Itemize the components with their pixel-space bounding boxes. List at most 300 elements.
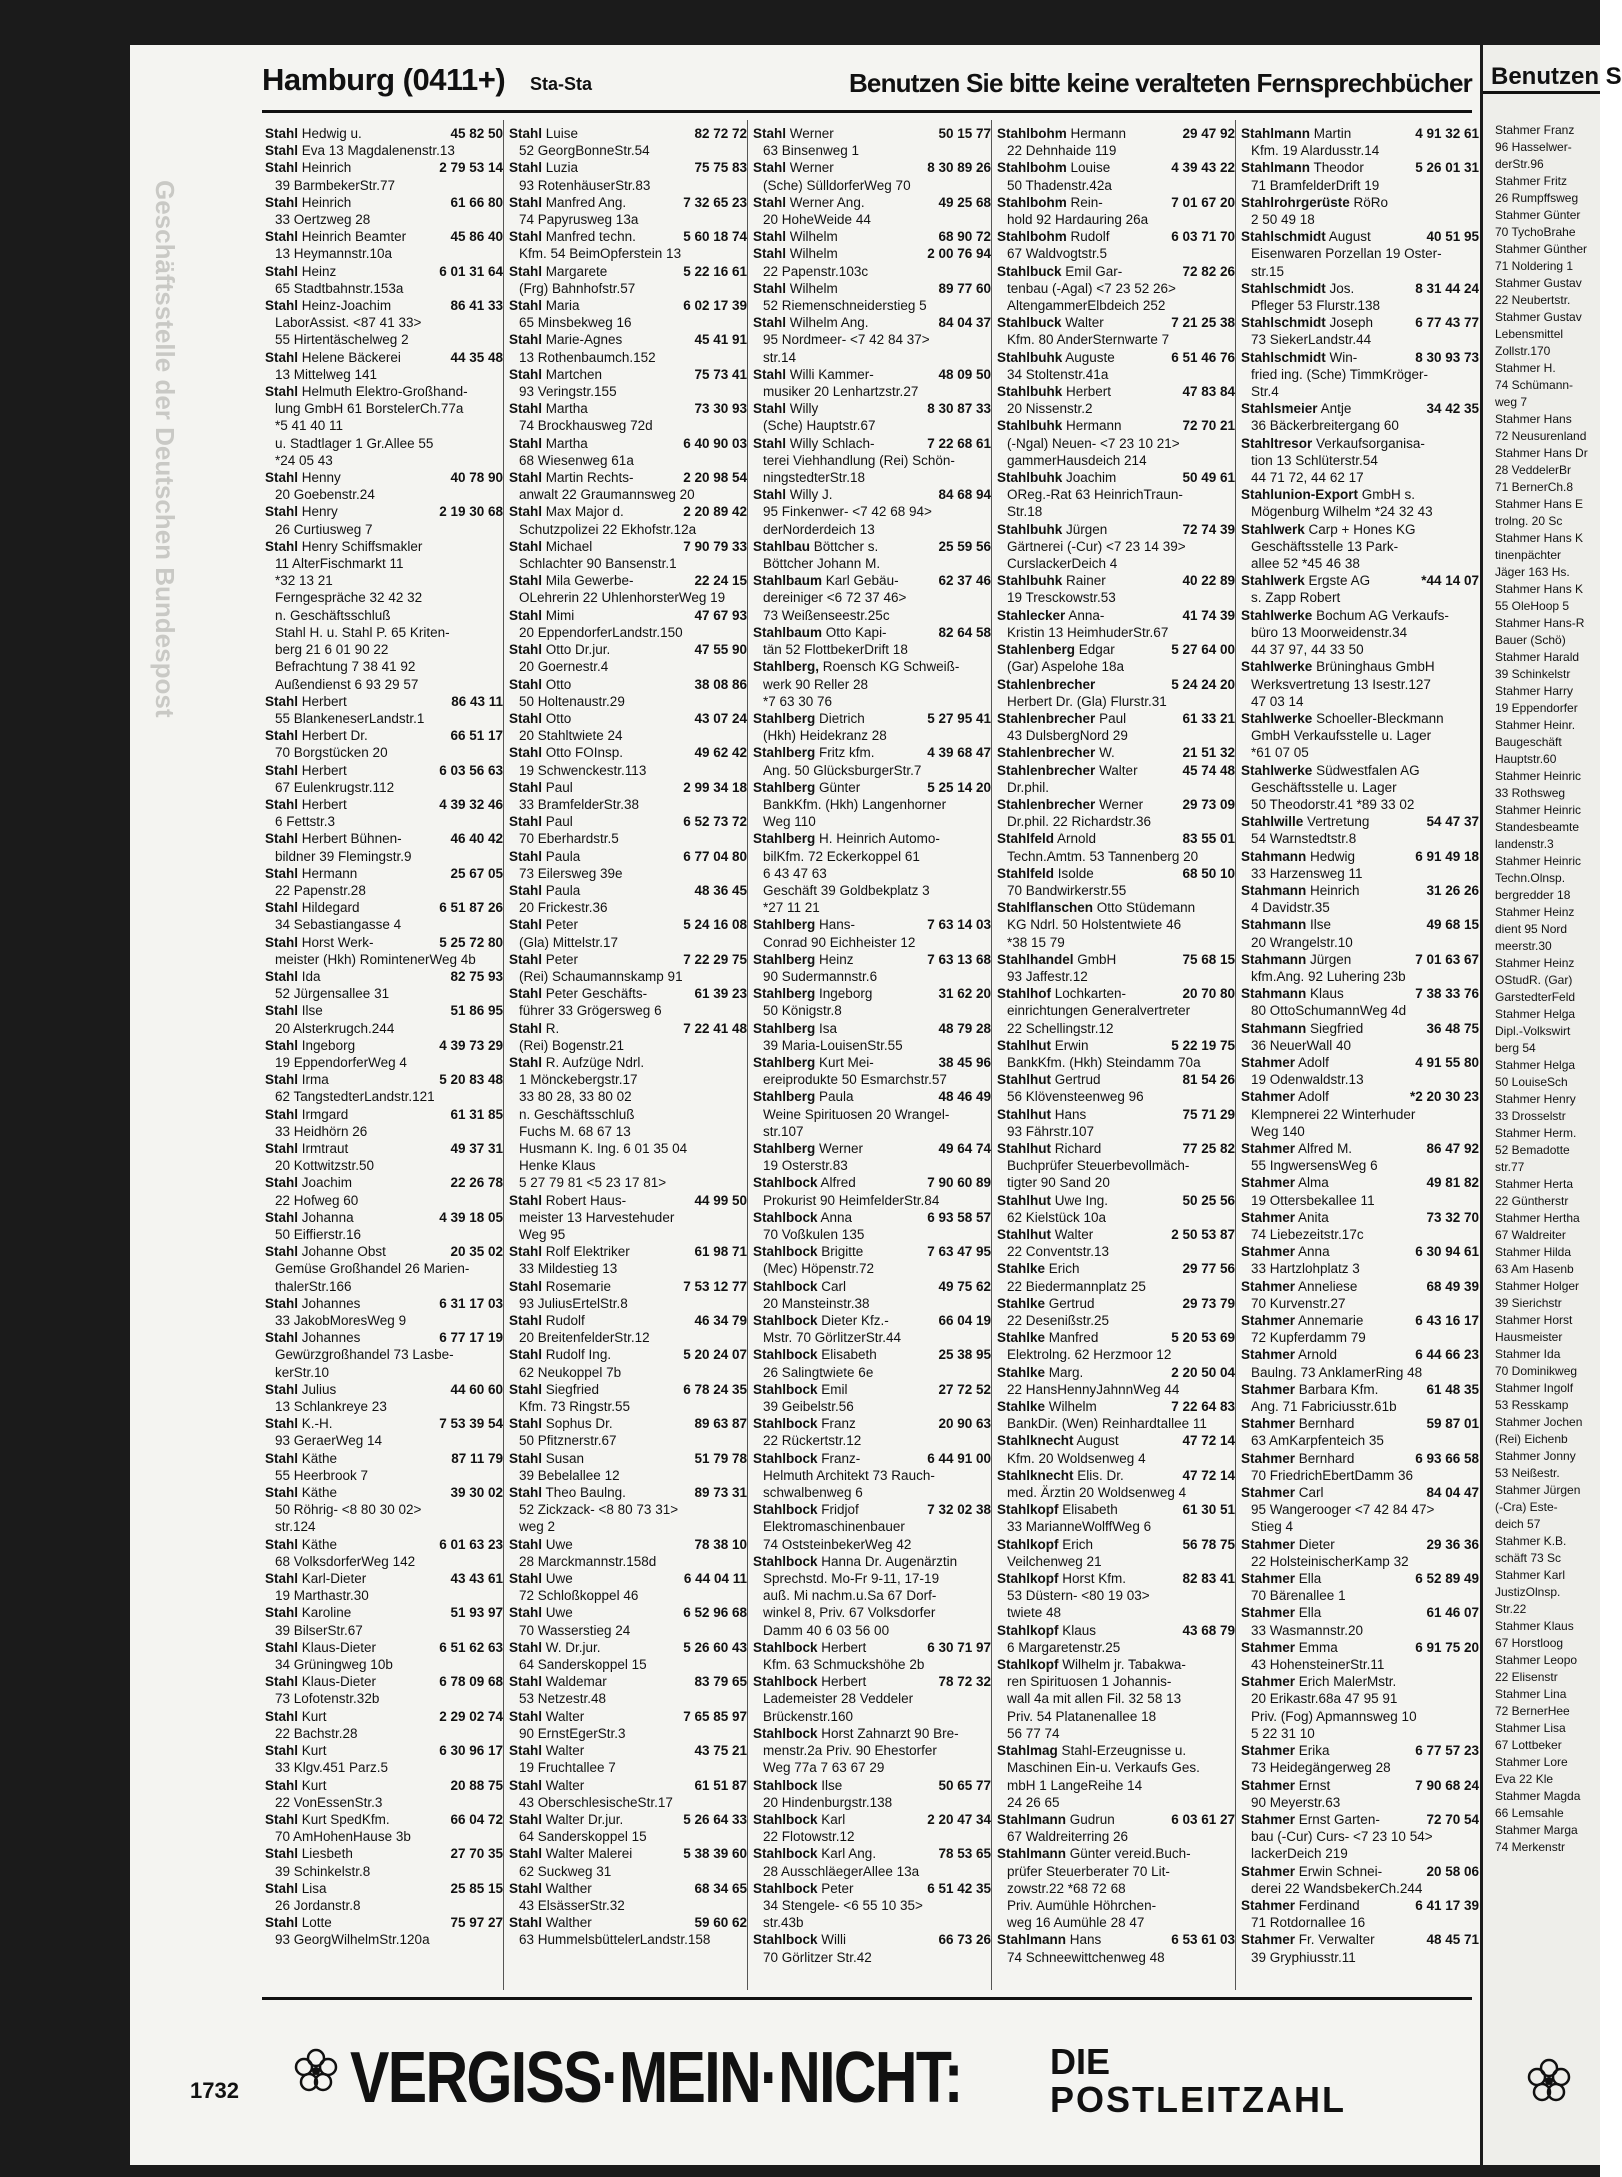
listing-entry	[265, 1845, 503, 1879]
listing-detail-line: 36 NeuerWall 40	[1251, 1037, 1352, 1053]
adjacent-page-line: Stahmer Heinz	[1495, 905, 1575, 919]
listing-surname: Stahl	[265, 504, 299, 520]
listing-given-name: RöRo	[1353, 194, 1389, 210]
listing-entry	[265, 469, 503, 503]
listing-name-line	[1241, 1243, 1330, 1260]
listing-surname: Stahl	[509, 986, 543, 1002]
listing-entry	[265, 297, 503, 349]
listing-given-name: Manfred	[1048, 1330, 1099, 1346]
listing-surname: Stahlbuhk	[997, 384, 1063, 400]
listing-name-line	[509, 1020, 559, 1037]
listing-phone-number: 5 25 72 80	[436, 934, 503, 951]
adjacent-page-line: trolng. 20 Sc	[1495, 514, 1563, 528]
listing-surname: Stahl	[509, 263, 543, 279]
listing-given-name: Horst Zahnarzt 90 Bre-	[821, 1725, 959, 1741]
listing-given-name: Werner	[1099, 796, 1144, 812]
listing-given-name: Susan	[545, 1450, 585, 1466]
listing-detail-line: lackerDeich 219	[1251, 1846, 1348, 1862]
listing-entry	[509, 1312, 747, 1346]
listing-given-name: Ida	[301, 968, 321, 984]
adjacent-page-line: 96 Hasselwer-	[1495, 140, 1572, 154]
listing-given-name: Adolf	[1298, 1054, 1329, 1070]
listing-given-name: Alfred	[820, 1175, 856, 1191]
listing-surname: Stahl	[265, 384, 299, 400]
listing-detail-line: 22 Papenstr.103c	[763, 263, 869, 279]
listing-name-line	[509, 1777, 584, 1794]
listing-phone-number: 20 70 80	[1179, 985, 1235, 1002]
listing-entry	[997, 1622, 1235, 1656]
listing-entry	[1241, 951, 1479, 985]
listing-phone-number: 6 01 31 64	[436, 263, 503, 280]
listing-given-name: Arnold	[1298, 1347, 1338, 1363]
listing-detail-line: twiete 48	[1007, 1605, 1062, 1621]
listing-given-name: Herbert	[301, 693, 347, 709]
listing-entry	[753, 830, 991, 916]
listing-first-line	[753, 1415, 991, 1432]
listing-surname: Stahl	[753, 229, 787, 245]
listing-entry	[753, 779, 991, 831]
listing-first-line	[509, 366, 747, 383]
listing-name-line	[509, 366, 602, 383]
listing-phone-number: 47 67 93	[691, 607, 747, 624]
listing-given-name: Michael	[545, 538, 593, 554]
listing-detail-line: derNorderdeich 13	[763, 521, 875, 537]
listing-entry	[265, 1002, 503, 1036]
listing-name-line	[265, 1604, 351, 1621]
listing-name-line	[509, 1845, 632, 1862]
adjacent-page-line: 67 Waldreiter	[1495, 1228, 1566, 1242]
listing-name-line	[753, 658, 959, 675]
listing-detail-line: 33 Oertzweg 28	[275, 212, 371, 228]
listing-name-line	[509, 1192, 626, 1209]
listing-entry	[753, 1880, 991, 1932]
listing-given-name: Böttcher s.	[813, 538, 879, 554]
listing-detail-line: 50 Thadenstr.42a	[1007, 177, 1112, 193]
listing-detail-line: hold 92 Hardauring 26a	[1007, 212, 1149, 228]
listing-surname: Stahlbock	[753, 1278, 818, 1294]
listing-given-name: Richard	[1054, 1140, 1102, 1156]
listing-surname: Stahl	[509, 1416, 543, 1432]
listing-phone-number: 75 71 29	[1179, 1106, 1235, 1123]
listing-detail-line: 73 Eilersweg 39e	[519, 865, 623, 881]
listing-given-name: Martchen	[545, 366, 603, 382]
adjacent-page-line: Techn.Olnsp.	[1495, 871, 1566, 885]
listing-given-name: Herbert	[821, 1674, 867, 1690]
listing-phone-number: 2 20 89 42	[680, 503, 747, 520]
listing-name-line	[509, 1450, 584, 1467]
listing-name-line	[753, 1811, 845, 1828]
listing-entry	[509, 469, 747, 503]
listing-entry	[1241, 1312, 1479, 1346]
listing-first-line	[997, 1071, 1235, 1088]
adjacent-page-line: 39 Schinkelstr	[1495, 667, 1571, 681]
listing-detail-line: 56 Klövensteenweg 96	[1007, 1089, 1144, 1105]
listing-entry	[753, 366, 991, 400]
listing-first-line	[997, 744, 1235, 761]
listing-name-line	[1241, 658, 1435, 675]
adjacent-page-line: Bauer (Schö)	[1495, 633, 1566, 647]
listing-detail-line: 95 Nordmeer- <7 42 84 37>	[763, 332, 930, 348]
listing-surname: Stahlbuhk	[997, 573, 1063, 589]
listing-entry	[753, 1725, 991, 1777]
directory-column-2	[509, 125, 747, 1949]
listing-surname: Stahmann	[1241, 951, 1307, 967]
listing-phone-number: 5 27 95 41	[924, 710, 991, 727]
listing-name-line	[997, 1432, 1119, 1449]
listing-entry	[265, 693, 503, 727]
listing-surname: Stahmann	[1241, 1020, 1307, 1036]
listing-name-line	[753, 1209, 852, 1226]
listing-first-line	[1241, 486, 1479, 503]
adjacent-page-line: landenstr.3	[1495, 837, 1554, 851]
listing-first-line	[265, 1570, 503, 1587]
listing-name-line	[1241, 435, 1425, 452]
listing-surname: Stahl	[265, 1708, 299, 1724]
listing-detail-line: 22 Bachstr.28	[275, 1725, 358, 1741]
listing-surname: Stahl	[265, 1450, 299, 1466]
listing-phone-number: 66 51 17	[447, 727, 503, 744]
listing-given-name: Horst Werk-	[301, 934, 374, 950]
listing-first-line	[753, 1450, 991, 1467]
listing-given-name: Vertretung	[1307, 814, 1370, 830]
listing-surname: Stahl	[509, 1846, 543, 1862]
listing-name-line	[1241, 1415, 1354, 1432]
listing-surname: Stahlbock	[753, 1450, 818, 1466]
listing-name-line	[509, 882, 580, 899]
page-header	[262, 60, 1472, 113]
listing-entry	[509, 538, 747, 572]
listing-first-line	[1241, 1020, 1479, 1037]
listing-phone-number: 4 39 32 46	[436, 796, 503, 813]
listing-given-name: Heinrich	[301, 160, 352, 176]
listing-surname: Stahl	[753, 246, 787, 262]
listing-phone-number: 2 50 53 87	[1168, 1226, 1235, 1243]
listing-surname: Stahlknecht	[997, 1433, 1074, 1449]
listing-phone-number: 56 78 75	[1179, 1536, 1235, 1553]
adjacent-page-strip	[1483, 45, 1622, 2165]
listing-surname: Stahlmann	[997, 1932, 1067, 1948]
listing-surname: Stahmann	[1241, 882, 1307, 898]
listing-entry	[753, 985, 991, 1019]
listing-detail-line: 13 Mittelweg 141	[275, 366, 378, 382]
listing-surname: Stahl	[509, 1244, 543, 1260]
listing-detail-line: 20 Mansteinstr.38	[763, 1295, 870, 1311]
listing-entry	[753, 538, 991, 572]
listing-given-name: Herbert	[301, 762, 347, 778]
listing-surname: Stahl	[509, 882, 543, 898]
listing-phone-number: 75 68 15	[1179, 951, 1235, 968]
listing-phone-number: 27 72 52	[935, 1381, 991, 1398]
listing-surname: Stahl	[753, 315, 787, 331]
listing-name-line	[753, 1931, 846, 1948]
listing-entry	[265, 830, 503, 864]
listing-surname: Stahl	[265, 1880, 299, 1896]
listing-name-line	[997, 1811, 1115, 1828]
listing-name-line	[509, 916, 578, 933]
listing-first-line	[1241, 813, 1479, 830]
listing-first-line	[509, 848, 747, 865]
listing-first-line	[753, 245, 991, 262]
listing-name-line	[753, 830, 940, 847]
adjacent-page-line: Stahmer Lisa	[1495, 1721, 1566, 1735]
listing-name-line	[753, 1020, 837, 1037]
listing-entry	[265, 194, 503, 228]
listing-first-line	[265, 1243, 503, 1260]
listing-first-line	[753, 710, 991, 727]
listing-entry	[753, 1639, 991, 1673]
listing-name-line	[753, 951, 854, 968]
listing-name-line	[1241, 762, 1420, 779]
listing-first-line	[1241, 572, 1479, 589]
listing-entry	[509, 813, 747, 847]
listing-phone-number: 27 70 35	[447, 1845, 503, 1862]
listing-first-line	[265, 1002, 503, 1019]
listing-first-line	[265, 1811, 503, 1828]
listing-given-name: Kurt	[301, 1743, 327, 1759]
listing-surname: Stahl	[753, 280, 787, 296]
listing-first-line	[997, 469, 1235, 486]
listing-surname: Stahmer	[1241, 1089, 1296, 1105]
listing-phone-number: 5 27 64 00	[1168, 641, 1235, 658]
listing-detail-line: berg 21 6 01 90 22	[275, 642, 389, 658]
listing-phone-number: 78 72 32	[935, 1673, 991, 1690]
listing-detail-line: Husmann K. Ing. 6 01 35 04	[519, 1140, 688, 1156]
listing-phone-number: 6 52 73 72	[680, 813, 747, 830]
listing-given-name: Ilse	[1310, 917, 1332, 933]
listing-name-line	[265, 1002, 323, 1019]
listing-detail-line: 33 BramfelderStr.38	[519, 796, 640, 812]
listing-surname: Stahl	[265, 1777, 299, 1793]
listing-surname: Stahl	[265, 968, 299, 984]
listing-name-line	[265, 968, 321, 985]
listing-detail-line: Herbert Dr. (Gla) Flurstr.31	[1007, 693, 1167, 709]
listing-first-line	[753, 125, 991, 142]
listing-given-name: Ingeborg	[819, 986, 873, 1002]
listing-first-line	[997, 572, 1235, 589]
listing-given-name: Elisabeth	[821, 1347, 877, 1363]
listing-entry	[265, 796, 503, 830]
listing-name-line	[753, 1346, 877, 1363]
listing-given-name: Alma	[1298, 1175, 1329, 1191]
listing-first-line	[509, 882, 747, 899]
listing-entry	[265, 125, 503, 142]
listing-name-line	[1241, 1312, 1363, 1329]
listing-first-line	[753, 779, 991, 796]
listing-first-line	[753, 985, 991, 1002]
listing-surname: Stahl	[265, 538, 299, 554]
listing-phone-number: 5 38 39 60	[680, 1845, 747, 1862]
listing-name-line	[1241, 1863, 1382, 1880]
listing-phone-number: 68 50 10	[1179, 865, 1235, 882]
listing-first-line	[509, 572, 747, 589]
listing-first-line	[1241, 1484, 1479, 1501]
listing-given-name: R. Aufzüge Ndrl.	[545, 1054, 645, 1070]
listing-phone-number: 47 55 90	[691, 641, 747, 658]
listing-entry	[265, 1106, 503, 1140]
listing-detail-line: 22 Hofweg 60	[275, 1192, 359, 1208]
listing-entry	[1241, 710, 1479, 762]
listing-detail-line: Mögenburg Wilhelm *24 32 43	[1251, 504, 1433, 520]
listing-given-name: Willi	[821, 1932, 847, 1948]
listing-given-name: Emma	[1298, 1639, 1338, 1655]
listing-entry	[509, 1381, 747, 1415]
listing-detail-line: weg 16 Aumühle 28 47	[1007, 1915, 1145, 1931]
listing-surname: Stahl	[509, 504, 543, 520]
listing-entry	[997, 1845, 1235, 1931]
listing-entry	[753, 1450, 991, 1502]
listing-detail-line: 74 Schneewittchenweg 48	[1007, 1949, 1165, 1965]
listing-phone-number: 82 83 41	[1179, 1570, 1235, 1587]
listing-entry	[753, 314, 991, 366]
listing-phone-number: 78 38 10	[691, 1536, 747, 1553]
listing-detail-line: 5 27 79 81 <5 23 17 81>	[519, 1175, 667, 1191]
listing-entry	[997, 796, 1235, 830]
listing-entry	[509, 1880, 747, 1914]
adjacent-page-line: Stahmer Hans K	[1495, 582, 1584, 596]
listing-phone-number: 22 24 15	[691, 572, 747, 589]
listing-phone-number: 49 62 42	[691, 744, 747, 761]
listing-phone-number: 51 79 78	[691, 1450, 747, 1467]
listing-first-line	[265, 125, 503, 142]
adjacent-page-line: Stahmer Klaus	[1495, 1619, 1574, 1633]
listing-first-line	[753, 1140, 991, 1157]
listing-surname: Stahl	[509, 1605, 543, 1621]
adjacent-page-line: derStr.96	[1495, 157, 1544, 171]
listing-first-line	[997, 607, 1235, 624]
listing-name-line	[509, 848, 580, 865]
listing-given-name: Werner	[789, 160, 834, 176]
adjacent-page-line: (-Cra) Este-	[1495, 1500, 1558, 1514]
listing-phone-number: 50 49 61	[1179, 469, 1235, 486]
listing-name-line	[1241, 882, 1360, 899]
listing-phone-number: 7 22 29 75	[680, 951, 747, 968]
listing-name-line	[997, 521, 1107, 538]
listing-first-line	[265, 1037, 503, 1054]
listing-detail-line: 2 50 49 18	[1251, 212, 1315, 228]
listing-name-line	[753, 435, 875, 452]
listing-first-line	[509, 1278, 747, 1295]
listing-name-line	[265, 503, 338, 520]
adjacent-page-line: Stahmer Heinz	[1495, 956, 1575, 970]
listing-first-line	[265, 865, 503, 882]
listing-given-name: Franz-	[821, 1450, 861, 1466]
listing-detail-line: 22 Conventstr.13	[1007, 1244, 1110, 1260]
listing-detail-line: Gärtnerei (-Cur) <7 23 14 39>	[1007, 538, 1186, 554]
listing-surname: Stahlenbrecher	[997, 676, 1096, 692]
listing-entry	[1241, 1450, 1479, 1484]
listing-phone-number: 2 20 50 04	[1168, 1364, 1235, 1381]
listing-entry	[1241, 1381, 1479, 1415]
listing-entry	[1241, 1243, 1479, 1277]
listing-name-line	[265, 1845, 353, 1862]
listing-detail-line: thalerStr.166	[275, 1278, 352, 1294]
listing-entry	[753, 159, 991, 193]
listing-given-name: Luise	[545, 126, 579, 141]
listing-detail-line: *5 41 40 11	[275, 418, 344, 434]
listing-phone-number: 6 51 62 63	[436, 1639, 503, 1656]
listing-detail-line: ereiprodukte 50 Esmarchstr.57	[763, 1072, 947, 1088]
listing-detail-line: 67 Waldreiterring 26	[1007, 1829, 1129, 1845]
listing-first-line	[509, 1570, 747, 1587]
listing-detail-line: (Gar) Aspelohe 18a	[1007, 659, 1125, 675]
listing-first-line	[509, 1450, 747, 1467]
listing-name-line	[997, 1037, 1089, 1054]
listing-name-line	[509, 1708, 584, 1725]
listing-entry	[509, 1639, 747, 1673]
listing-phone-number: 6 02 17 39	[680, 297, 747, 314]
listing-entry	[997, 159, 1235, 193]
listing-surname: Stahlbock	[753, 1381, 818, 1397]
listing-entry	[265, 228, 503, 262]
listing-detail-line: Befrachtung 7 38 41 92	[275, 659, 416, 675]
adjacent-page-line: Stahmer Gustav	[1495, 276, 1582, 290]
listing-phone-number: 73 30 93	[691, 400, 747, 417]
adjacent-page-line: Stahmer Fritz	[1495, 174, 1568, 188]
listing-phone-number: 43 43 61	[447, 1570, 503, 1587]
listing-name-line	[265, 1536, 337, 1553]
listing-phone-number: 6 43 16 17	[1412, 1312, 1479, 1329]
listing-first-line	[509, 1845, 747, 1862]
listing-given-name: Hermann	[301, 865, 358, 881]
listing-surname: Stahlbock	[753, 1639, 818, 1655]
listing-detail-line: Priv. Aumühle Höhrchen-	[1007, 1897, 1157, 1913]
listing-phone-number: 50 15 77	[935, 125, 991, 142]
listing-name-line	[1241, 607, 1449, 624]
listing-entry	[509, 1673, 747, 1707]
listing-surname: Stahl	[753, 401, 787, 417]
listing-name-line	[1241, 710, 1444, 727]
listing-detail-line: Elektrolng. 62 Herzmoor 12	[1007, 1347, 1172, 1363]
listing-detail-line: Schlachter 90 Bansenstr.1	[519, 556, 677, 572]
listing-name-line	[1241, 1931, 1375, 1948]
listing-detail-line: 19 Schwenckestr.113	[519, 762, 647, 778]
listing-name-line	[509, 538, 592, 555]
listing-detail-line: (-Ngal) Neuen- <7 23 10 21>	[1007, 435, 1180, 451]
listing-given-name: Heinrich	[1310, 882, 1360, 898]
listing-phone-number: 6 52 89 49	[1412, 1570, 1479, 1587]
listing-name-line	[997, 1536, 1093, 1553]
listing-detail-line: büro 13 Moorweidenstr.34	[1251, 624, 1408, 640]
listing-phone-number: 44 60 60	[447, 1381, 503, 1398]
listing-detail-line: 39 Schinkelstr.8	[275, 1863, 371, 1879]
listing-entry	[509, 1192, 747, 1244]
listing-phone-number: 22 26 78	[447, 1174, 503, 1191]
page-number: 1732	[190, 2078, 239, 2103]
listing-given-name: Käthe	[301, 1536, 338, 1552]
listing-detail-line: 44 71 72, 44 62 17	[1251, 470, 1364, 486]
listing-first-line	[265, 693, 503, 710]
listing-given-name: Otto FOInsp.	[545, 745, 624, 761]
listing-given-name: Fr. Verwalter	[1298, 1932, 1375, 1948]
listing-name-line	[265, 228, 406, 245]
listing-phone-number: 6 40 90 03	[680, 435, 747, 452]
listing-phone-number: 66 04 72	[447, 1811, 503, 1828]
listing-detail-line: Elektromaschinenbauer	[763, 1519, 905, 1535]
listing-first-line	[509, 1708, 747, 1725]
listing-first-line	[265, 1639, 503, 1656]
listing-name-line	[753, 125, 834, 142]
listing-first-line	[997, 1329, 1235, 1346]
listing-name-line	[997, 1260, 1080, 1277]
listing-phone-number: 25 85 15	[447, 1880, 503, 1897]
listing-detail-line: 13 Heymannstr.10a	[275, 246, 393, 262]
listing-phone-number: 48 36 45	[691, 882, 747, 899]
listing-name-line	[753, 280, 838, 297]
listing-surname: Stahl	[265, 1571, 299, 1587]
listing-phone-number: 61 98 71	[691, 1243, 747, 1260]
listing-surname: Stahmer	[1241, 1278, 1296, 1294]
listing-entry	[509, 1742, 747, 1776]
